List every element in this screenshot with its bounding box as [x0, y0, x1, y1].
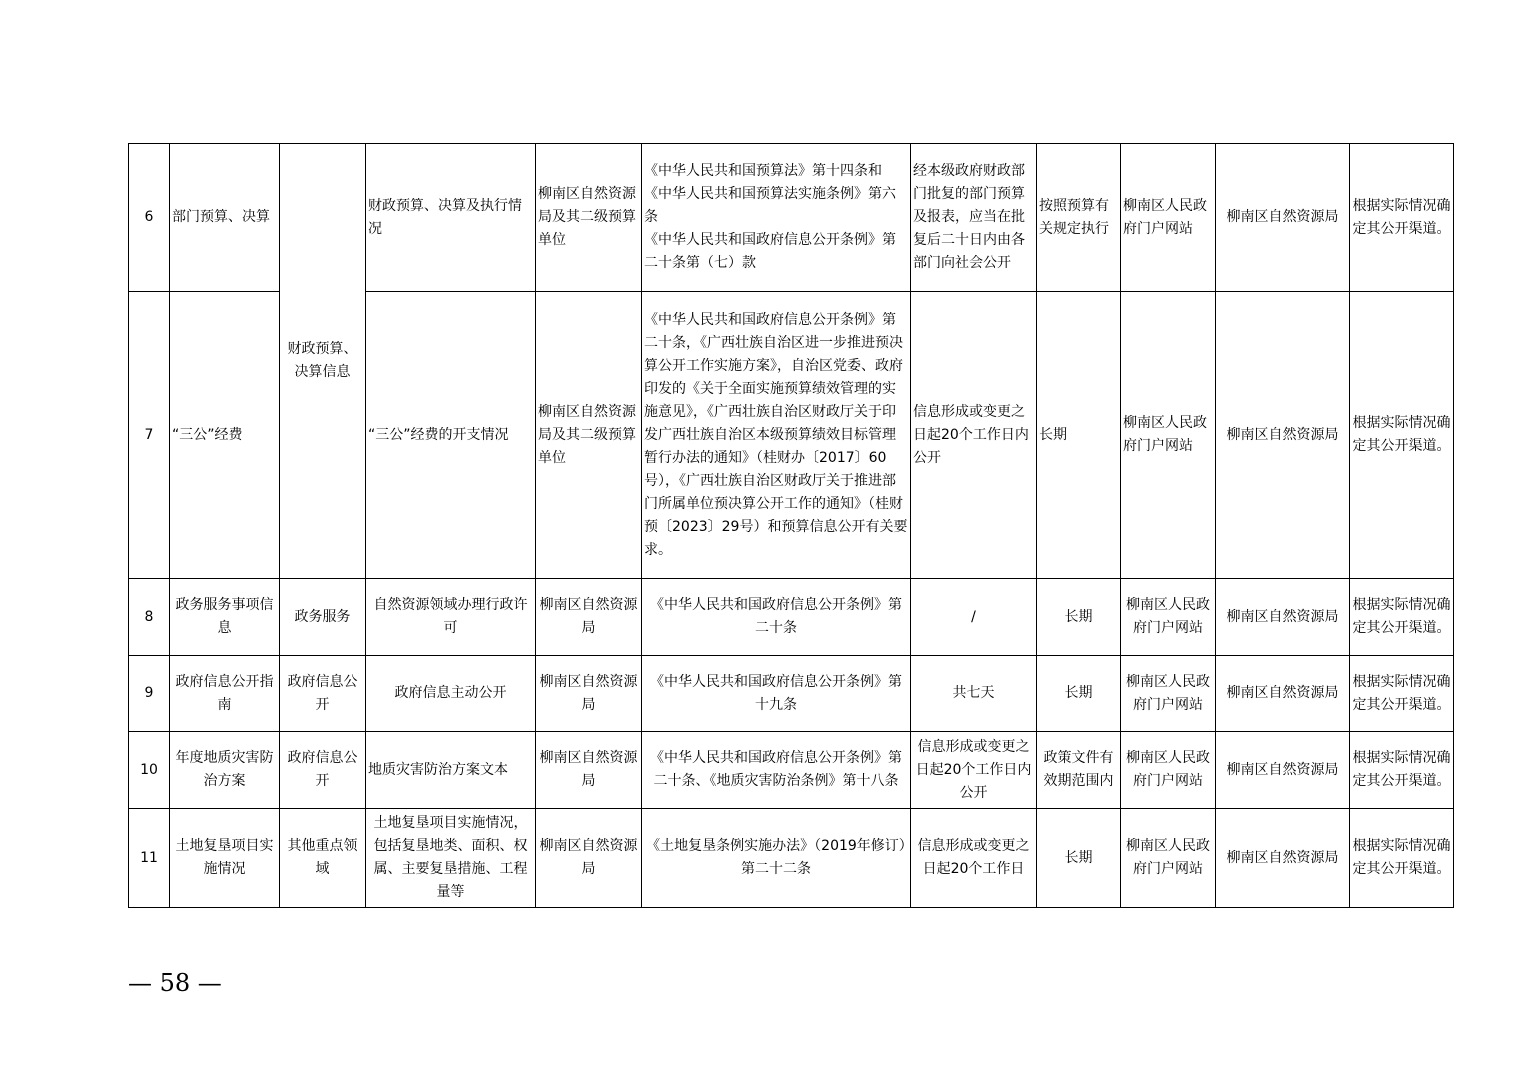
- item-name: 政府信息公开指南: [170, 656, 280, 732]
- basis: 《中华人民共和国政府信息公开条例》第二十条、《地质灾害防治条例》第十八条: [642, 732, 911, 809]
- channel: 柳南区人民政府门户网站: [1121, 732, 1216, 809]
- content: 土地复垦项目实施情况，包括复垦地类、面积、权属、主要复垦措施、工程量等: [366, 809, 536, 908]
- content: 财政预算、决算及执行情况: [366, 144, 536, 292]
- duration: 长期: [1037, 809, 1121, 908]
- other: 根据实际情况确定其公开渠道。: [1350, 732, 1454, 809]
- category: 政务服务: [280, 579, 366, 656]
- category: 政府信息公开: [280, 656, 366, 732]
- table-row: [129, 656, 1454, 732]
- category: 政府信息公开: [280, 732, 366, 809]
- time-limit: /: [911, 579, 1037, 656]
- time-limit: 信息形成或变更之日起20个工作日内公开: [911, 732, 1037, 809]
- basis: 《中华人民共和国政府信息公开条例》第十九条: [642, 656, 911, 732]
- item-name: 部门预算、决算: [170, 144, 280, 292]
- other: 根据实际情况确定其公开渠道。: [1350, 144, 1454, 292]
- basis: 《中华人民共和国预算法》第十四条和《中华人民共和国预算法实施条例》第六条 《中华人民共和国政府信息公开条例》第二十条第（七）款: [642, 144, 911, 292]
- content: “三公”经费的开支情况: [366, 292, 536, 579]
- page-number: — 58 —: [128, 969, 222, 997]
- subject: 柳南区自然资源局: [536, 579, 642, 656]
- content: 自然资源领域办理行政许可: [366, 579, 536, 656]
- basis: 《土地复垦条例实施办法》（2019年修订）第二十二条: [642, 809, 911, 908]
- disclosure-table: [128, 143, 1454, 908]
- time-limit: 信息形成或变更之日起20个工作日内公开: [911, 292, 1037, 579]
- table-row: [129, 732, 1454, 809]
- channel: 柳南区人民政府门户网站: [1121, 144, 1216, 292]
- row-number: 9: [129, 656, 170, 732]
- row-number: 8: [129, 579, 170, 656]
- item-name: 政务服务事项信息: [170, 579, 280, 656]
- duration: 政策文件有效期范围内: [1037, 732, 1121, 809]
- subject: 柳南区自然资源局及其二级预算单位: [536, 292, 642, 579]
- channel: 柳南区人民政府门户网站: [1121, 809, 1216, 908]
- row-number: 10: [129, 732, 170, 809]
- channel: 柳南区人民政府门户网站: [1121, 579, 1216, 656]
- unit: 柳南区自然资源局: [1216, 292, 1350, 579]
- unit: 柳南区自然资源局: [1216, 732, 1350, 809]
- table-row: [129, 144, 1454, 292]
- item-name: 年度地质灾害防治方案: [170, 732, 280, 809]
- duration: 长期: [1037, 579, 1121, 656]
- time-limit: 共七天: [911, 656, 1037, 732]
- table-row: [129, 809, 1454, 908]
- channel: 柳南区人民政府门户网站: [1121, 292, 1216, 579]
- row-number: 6: [129, 144, 170, 292]
- other: 根据实际情况确定其公开渠道。: [1350, 656, 1454, 732]
- time-limit: 信息形成或变更之日起20个工作日: [911, 809, 1037, 908]
- time-limit: 经本级政府财政部门批复的部门预算及报表，应当在批复后二十日内由各部门向社会公开: [911, 144, 1037, 292]
- category: 其他重点领域: [280, 809, 366, 908]
- unit: 柳南区自然资源局: [1216, 579, 1350, 656]
- duration: 长期: [1037, 292, 1121, 579]
- subject: 柳南区自然资源局及其二级预算单位: [536, 144, 642, 292]
- content: 地质灾害防治方案文本: [366, 732, 536, 809]
- subject: 柳南区自然资源局: [536, 732, 642, 809]
- duration: 按照预算有关规定执行: [1037, 144, 1121, 292]
- row-number: 7: [129, 292, 170, 579]
- category: 财政预算、决算信息: [280, 144, 366, 579]
- unit: 柳南区自然资源局: [1216, 144, 1350, 292]
- item-name: “三公”经费: [170, 292, 280, 579]
- item-name: 土地复垦项目实施情况: [170, 809, 280, 908]
- content: 政府信息主动公开: [366, 656, 536, 732]
- subject: 柳南区自然资源局: [536, 809, 642, 908]
- basis: 《中华人民共和国政府信息公开条例》第二十条: [642, 579, 911, 656]
- unit: 柳南区自然资源局: [1216, 656, 1350, 732]
- duration: 长期: [1037, 656, 1121, 732]
- table-row: [129, 579, 1454, 656]
- other: 根据实际情况确定其公开渠道。: [1350, 292, 1454, 579]
- channel: 柳南区人民政府门户网站: [1121, 656, 1216, 732]
- unit: 柳南区自然资源局: [1216, 809, 1350, 908]
- other: 根据实际情况确定其公开渠道。: [1350, 579, 1454, 656]
- subject: 柳南区自然资源局: [536, 656, 642, 732]
- other: 根据实际情况确定其公开渠道。: [1350, 809, 1454, 908]
- basis: 《中华人民共和国政府信息公开条例》第二十条，《广西壮族自治区进一步推进预决算公开工作实施方案》，自治区党委、政府印发的《关于全面实施预算绩效管理的实施意见》，《广西壮族自治区财政厅关于印发广西壮族自治区本级预算绩效目标管理暂行办法的通知》（桂财办〔2017〕60号），《广西壮族自治区财政厅关于推进部门所属单位预决算公开工作的通知》（桂财预〔2023〕29号）和预算信息公开有关要求。: [642, 292, 911, 579]
- row-number: 11: [129, 809, 170, 908]
